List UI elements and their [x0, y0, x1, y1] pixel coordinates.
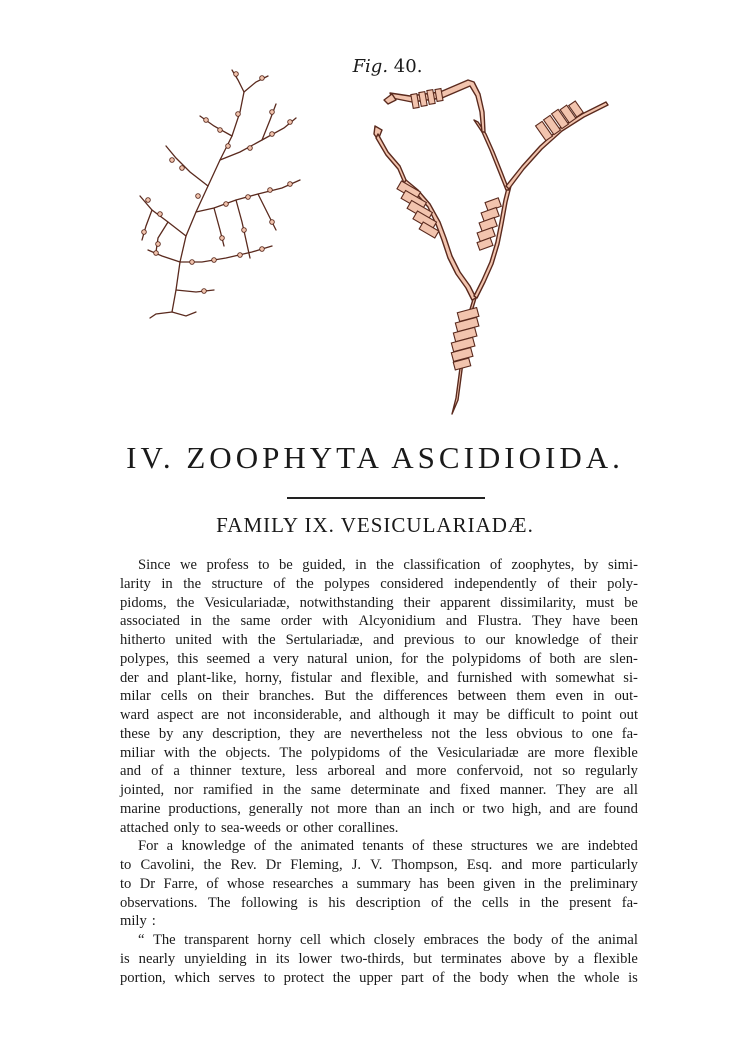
- family-title: FAMILY IX. VESICULARIADÆ.: [216, 513, 534, 537]
- large-specimen-polyp-clusters: [397, 89, 583, 370]
- text-line: jointed, nor ramified in the same determinate and fixed manner. They are all: [120, 782, 638, 798]
- specimen-plate: [0, 0, 750, 430]
- text-line: these by any description, they are nevertheless not the less obvious to one fa-: [120, 725, 638, 742]
- text-line: attached only to sea-weeds or other corallines.: [120, 819, 399, 836]
- section-title: IV. ZOOPHYTA ASCIDIOIDA.: [126, 440, 624, 475]
- text-line: to Cavolini, the Rev. Dr Fleming, J. V. Thompson, Esq. and more particularly: [120, 857, 638, 873]
- text-line: miliar with the objects. The polypidoms of the Vesiculariadæ are more flexible: [120, 744, 638, 761]
- text-line: der and plant-like, horny, fistular and flexible, and furnished with somewhat si-: [120, 669, 638, 686]
- text-line: and of a thinner texture, less arboreal and more confervoid, not so regularly: [120, 763, 638, 780]
- text-line: “ The transparent horny cell which closely embraces the body of the animal: [138, 932, 638, 948]
- text-line: to Dr Farre, of whose researches a summary has been given in the preliminary: [120, 875, 638, 892]
- text-line: associated in the same order with Alcyonidium and Flustra. They have been: [120, 613, 638, 630]
- text-line: is nearly unyielding in its lower two-thirds, but terminates above by a flexible: [120, 950, 638, 967]
- text-line: portion, which serves to protect the upper part of the body when the whole is: [120, 969, 638, 986]
- text-line: ward aspect are not inconsiderable, and although it may be difficult to point out: [120, 707, 638, 723]
- title-rule-divider: [287, 497, 485, 499]
- small-specimen-illustration: [140, 70, 300, 318]
- text-line: marine productions, generally not more than an inch or two high, and are found: [120, 800, 638, 817]
- text-line: For a knowledge of the animated tenants of these structures we are indebted: [138, 838, 638, 855]
- large-specimen-illustration: [374, 80, 608, 414]
- text-line: mily :: [120, 913, 156, 930]
- body-text: [120, 556, 638, 987]
- text-line: pidoms, the Vesiculariadæ, notwithstanding their apparent dissimilarity, must be: [120, 594, 638, 611]
- text-line: Since we profess to be guided, in the classification of zoophytes, by simi-: [138, 557, 638, 573]
- figure-word: Fig.: [352, 56, 389, 77]
- text-line: larity in the structure of the polypes considered independently of their poly-: [120, 575, 638, 592]
- figure-number: 40.: [393, 56, 423, 77]
- text-line: hitherto united with the Sertulariadæ, and previous to our knowledge of their: [120, 632, 638, 648]
- text-line: milar cells on their branches. But the differences between them even in out-: [120, 688, 638, 705]
- text-line: polypes, this seemed a very natural union, for the polypidoms of both are slen-: [120, 650, 638, 667]
- text-line: observations. The following is his description of the cells in the present fa-: [120, 894, 638, 911]
